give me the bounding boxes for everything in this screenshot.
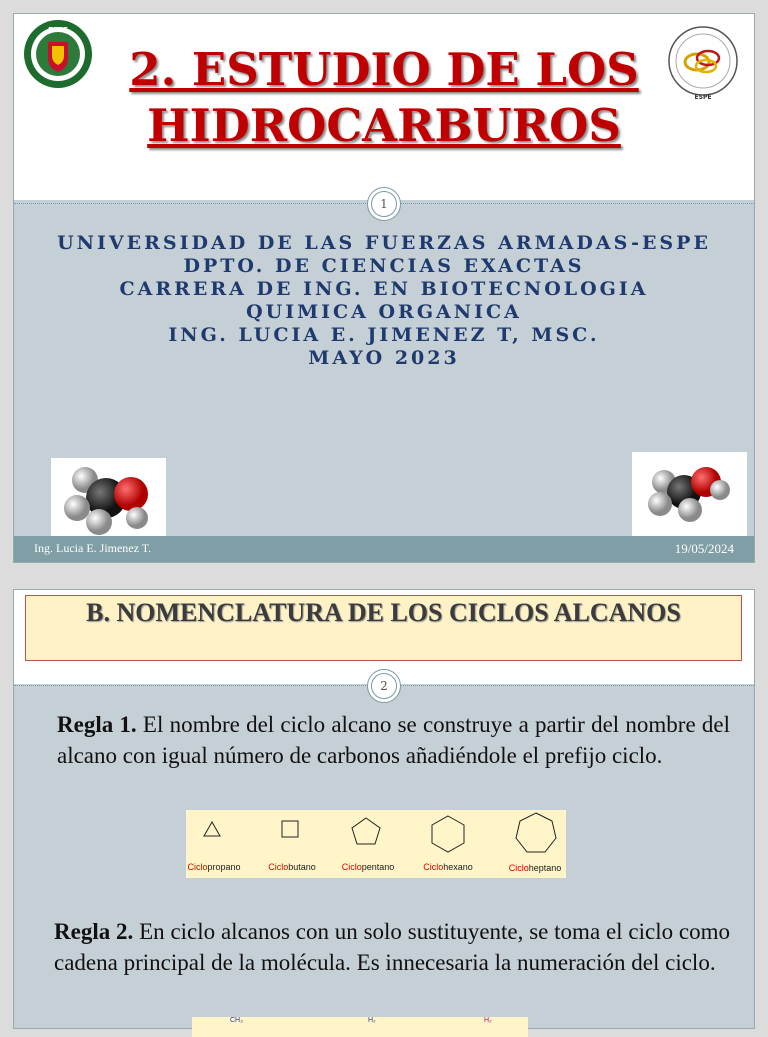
rule-1-label: Regla 1. <box>57 712 137 737</box>
info-line: CARRERA DE ING. EN BIOTECNOLOGIA <box>119 278 649 300</box>
logo-left-text: ESPE <box>48 26 68 34</box>
cycloalkane-shapes <box>186 810 566 860</box>
info-line: UNIVERSIDAD DE LAS FUERZAS ARMADAS-ESPE <box>57 232 711 254</box>
molecule-icon <box>51 458 166 540</box>
slide-1 <box>13 13 755 563</box>
substituent-figure <box>192 1017 528 1037</box>
molecule-image-right <box>632 452 747 536</box>
slide-number-badge: 2 <box>367 669 401 703</box>
cycle-label: Ciclobutano <box>268 862 316 872</box>
rule-2-label: Regla 2. <box>54 919 134 944</box>
molecule-icon <box>632 452 747 536</box>
molecule-image-left <box>51 458 166 540</box>
rule-1-paragraph <box>57 709 730 771</box>
cycle-label: Cicloheptano <box>508 863 562 873</box>
cycloheptane-icon <box>516 813 556 852</box>
cyclohexane-icon <box>432 816 464 852</box>
cycloalkanes-figure <box>186 810 566 878</box>
rule-2-paragraph <box>54 916 730 978</box>
espe-logo-icon <box>22 18 94 90</box>
rule-2-text: En ciclo alcanos con un solo sustituyente, se toma el ciclo como cadena principal de la molécula. Es innecesaria la numeración del ciclo. <box>54 919 730 975</box>
cyclobutane-icon <box>282 821 298 837</box>
logo-right-text: ESPE <box>694 94 712 101</box>
slide-2 <box>13 589 755 1029</box>
footer-author: Ing. Lucia E. Jimenez T. <box>34 541 152 555</box>
figure-label: CH₃ <box>230 1017 243 1024</box>
slide-number-badge: 1 <box>367 187 401 221</box>
info-line: DPTO. DE CIENCIAS EXACTAS <box>183 255 585 277</box>
cycle-label: Ciclopentano <box>341 862 395 872</box>
slide-2-title: B. NOMENCLATURA DE LOS CICLOS ALCANOS <box>25 595 742 661</box>
figure-label: H₂ <box>484 1017 492 1024</box>
cycle-label: Ciclohexano <box>423 862 473 872</box>
info-line: ING. LUCIA E. JIMENEZ T, MSC. <box>168 324 600 346</box>
info-line: QUIMICA ORGANICA <box>246 301 522 323</box>
cyclopropane-icon <box>204 822 220 836</box>
info-line: MAYO 2023 <box>308 347 460 369</box>
slide-footer <box>14 536 754 562</box>
institution-info <box>14 232 754 370</box>
rule-1-text: El nombre del ciclo alcano se construye a partir del nombre del alcano con igual número de carbonos añadiéndole el prefijo ciclo. <box>57 712 730 768</box>
footer-date: 19/05/2024 <box>674 541 734 556</box>
cyclopentane-icon <box>352 818 380 844</box>
figure-label: H₂ <box>368 1017 376 1024</box>
cycle-label: Ciclopropano <box>187 862 241 872</box>
department-logo-icon <box>662 20 744 102</box>
slide-1-title: 2. ESTUDIO DE LOS HIDROCARBUROS <box>129 43 639 152</box>
